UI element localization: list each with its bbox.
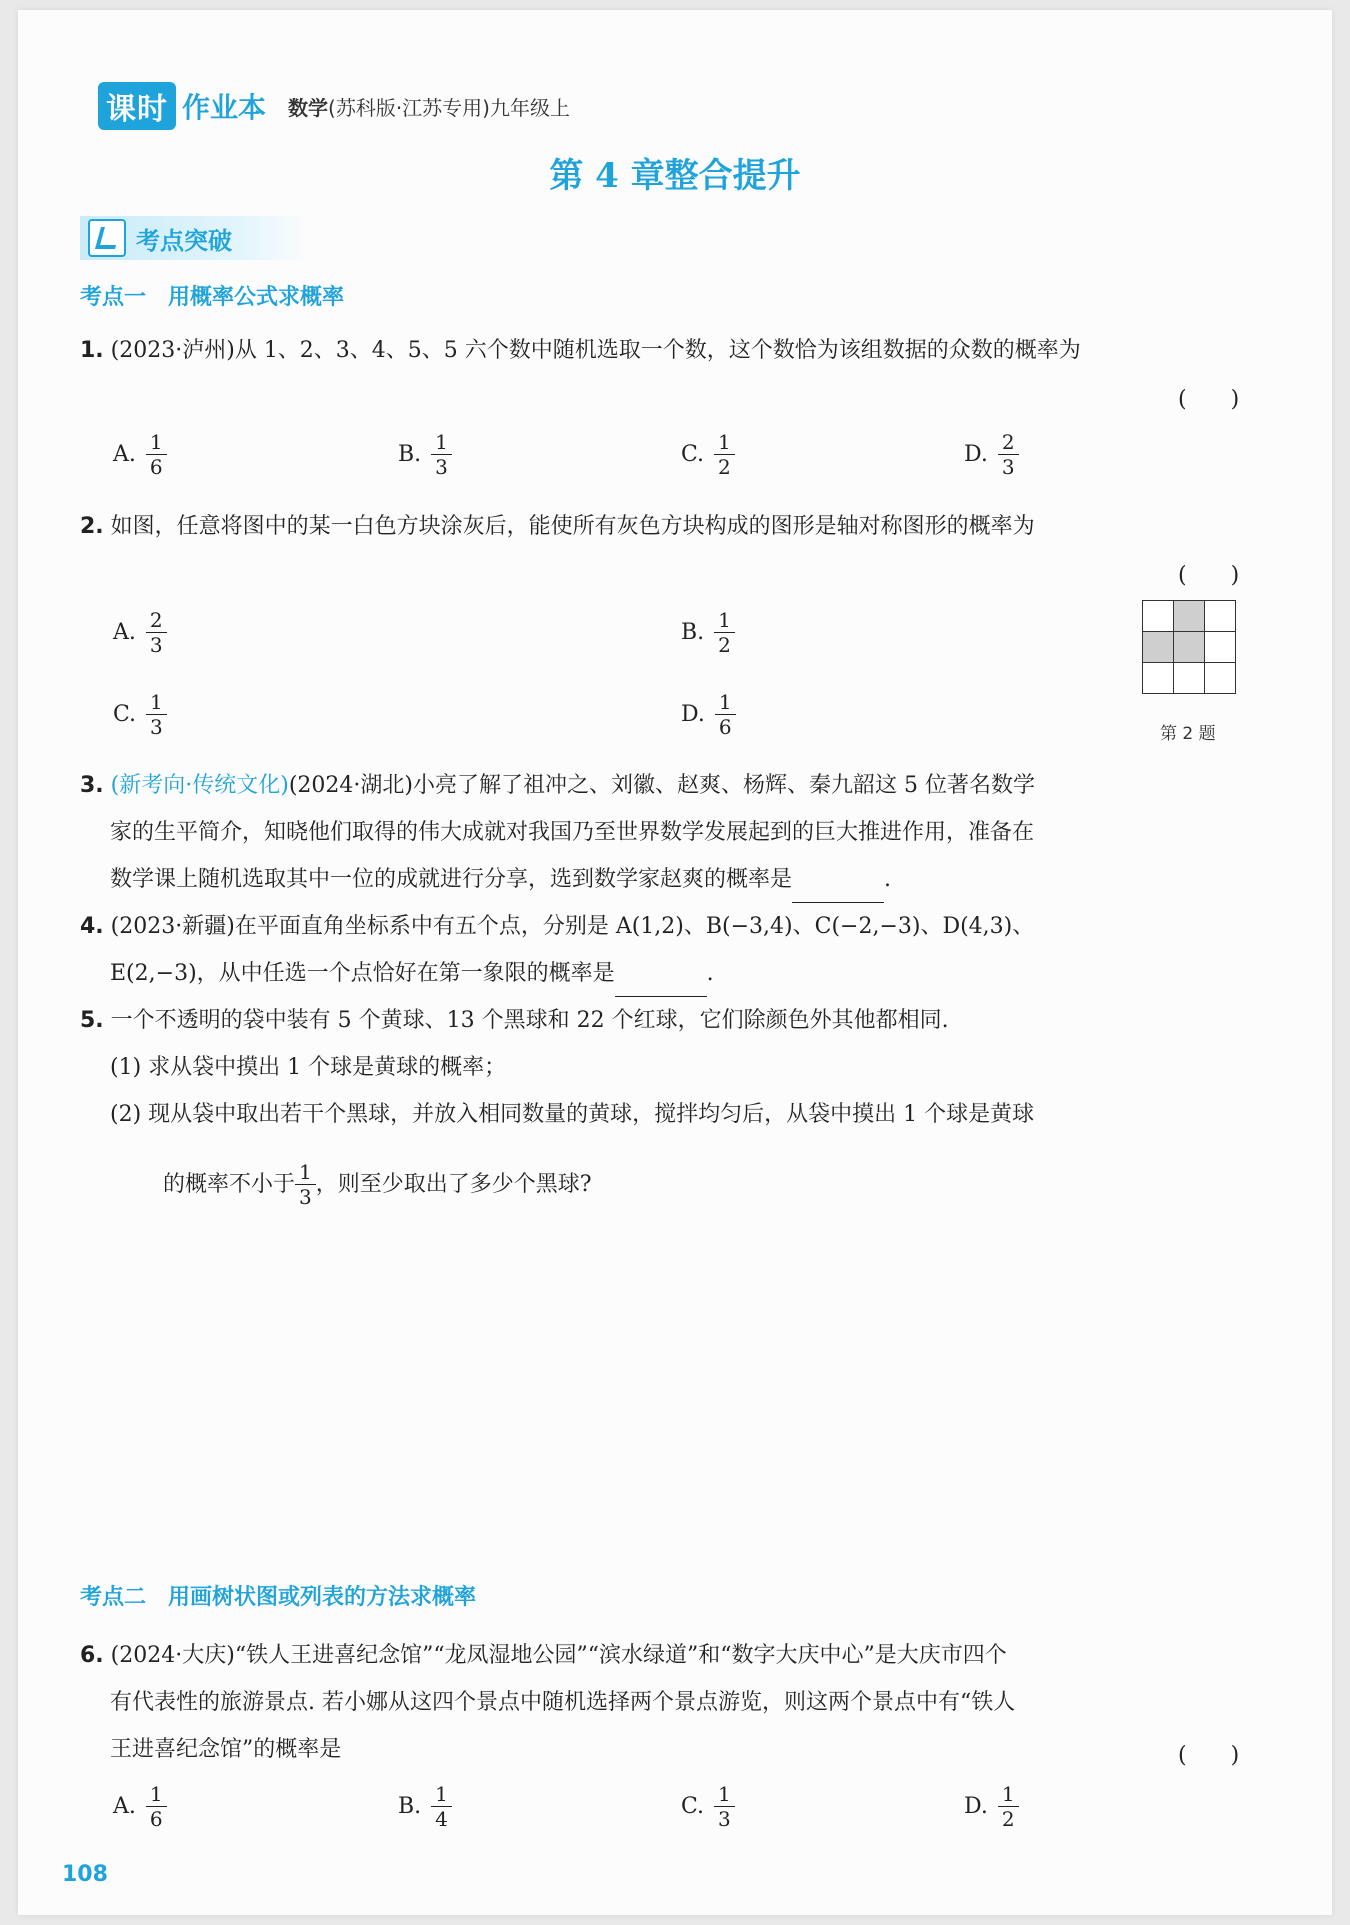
option-a: [113, 1782, 167, 1831]
question-1: [80, 327, 1260, 374]
grid-cell-gray: [1143, 632, 1174, 663]
option-letter: D.: [964, 1794, 988, 1819]
option-letter: B.: [398, 1794, 422, 1819]
option-letter: B.: [398, 442, 422, 467]
grid-cell: [1205, 663, 1236, 694]
option-letter: C.: [681, 442, 705, 467]
period: .: [884, 867, 892, 892]
question-text: 数学课上随机选取其中一位的成就进行分享，选到数学家赵爽的概率是: [110, 867, 793, 892]
question-text: 一个不透明的袋中装有 5 个黄球、13 个黑球和 22 个红球，它们除颜色外其他都相同.: [110, 1008, 949, 1033]
denominator: 3: [149, 633, 163, 657]
option-d: [964, 1782, 1019, 1831]
fraction: [714, 1782, 735, 1831]
denominator: 6: [149, 455, 163, 479]
option-b: [681, 608, 735, 657]
fraction: [998, 1782, 1019, 1831]
option-letter: B.: [681, 620, 705, 645]
question-number: 2.: [80, 514, 104, 539]
series-logo: 课时: [98, 82, 176, 130]
series-name: 作业本: [182, 91, 267, 124]
option-c: [113, 690, 167, 739]
numerator: 1: [146, 690, 167, 715]
option-letter: C.: [681, 1794, 705, 1819]
page: [18, 10, 1332, 1915]
denominator: 6: [718, 715, 732, 739]
grid-cell: [1174, 663, 1205, 694]
chapter-title: 第 4 章整合提升: [549, 156, 801, 196]
question-number: 5.: [80, 1008, 104, 1033]
denominator: 2: [718, 455, 731, 479]
answer-blank[interactable]: [615, 972, 707, 997]
numerator: 1: [715, 690, 736, 715]
grid-cell: [1205, 632, 1236, 663]
grid-figure: [1142, 600, 1236, 694]
question-text: (2024·大庆)“铁人王进喜纪念馆”“龙凤湿地公园”“滨水绿道”和“数字大庆中心”是大庆市四个: [110, 1643, 1007, 1668]
section-label: 考点突破: [136, 226, 232, 255]
grid-cell: [1143, 663, 1174, 694]
question-text: (2023·新疆)在平面直角坐标系中有五个点，分别是 A(1,2)、B(−3,4)、C(−2,−3)、D(4,3)、: [110, 914, 1035, 939]
grid-cell: [1205, 601, 1236, 632]
question-line: [80, 762, 1290, 809]
question-number: 3.: [80, 773, 104, 798]
option-letter: A.: [113, 620, 136, 645]
book-subtitle: [288, 92, 570, 121]
question-text: (2024·湖北)小亮了解了祖冲之、刘徽、赵爽、杨辉、秦九韶这 5 位著名数学: [288, 773, 1035, 798]
edition-label: (苏科版·江苏专用)九年级上: [328, 95, 570, 120]
question-number: 1.: [80, 338, 104, 363]
question-line: [80, 950, 1290, 997]
grid-cell-gray: [1174, 601, 1205, 632]
numerator: 1: [146, 1782, 167, 1807]
question-text: (2023·泸州)从 1、2、3、4、5、5 六个数中随机选取一个数，这个数恰为该组数据的众数的概率为: [110, 338, 1081, 363]
denominator: 3: [299, 1185, 312, 1209]
three-by-three-grid: [1142, 600, 1236, 694]
page-number: 108: [62, 1862, 108, 1887]
option-c: [681, 1782, 735, 1831]
numerator: 1: [146, 430, 167, 455]
denominator: 6: [149, 1807, 163, 1831]
figure-caption: 第 2 题: [1160, 724, 1216, 744]
numerator: 1: [714, 608, 735, 633]
topic-one-heading: 考点一 用概率公式求概率: [80, 285, 345, 310]
denominator: 3: [718, 1807, 731, 1831]
question-tag: (新考向·传统文化): [110, 773, 289, 798]
question-4: [80, 903, 1290, 997]
denominator: 4: [435, 1807, 448, 1831]
fraction: [714, 608, 735, 657]
option-letter: A.: [113, 442, 136, 467]
question-number: 4.: [80, 914, 104, 939]
numerator: 1: [714, 1782, 735, 1807]
fraction: [714, 430, 735, 479]
numerator: 2: [998, 430, 1019, 455]
option-letter: D.: [964, 442, 988, 467]
numerator: 1: [714, 430, 735, 455]
option-a: [113, 430, 167, 479]
fraction: [431, 430, 452, 479]
denominator: 3: [150, 715, 163, 739]
option-d: [964, 430, 1019, 479]
answer-bracket: ( ): [1178, 1743, 1240, 1768]
numerator: 2: [146, 608, 167, 633]
question-line: [80, 856, 1290, 903]
subject-label: 数学: [288, 95, 329, 120]
option-letter: C.: [113, 702, 137, 727]
fraction: [146, 608, 167, 657]
question-line: 家的生平简介，知晓他们取得的伟大成就对我国乃至世界数学发展起到的巨大推进作用，准备在: [110, 820, 1035, 845]
denominator: 2: [1001, 1807, 1015, 1831]
numerator: 1: [295, 1160, 316, 1185]
answer-blank[interactable]: [792, 878, 884, 903]
numerator: 1: [998, 1782, 1019, 1807]
question-line: 有代表性的旅游景点. 若小娜从这四个景点中随机选择两个景点游览，则这两个景点中有“铁人: [110, 1690, 1016, 1715]
denominator: 3: [1001, 455, 1015, 479]
sub-question-2: (2) 现从袋中取出若干个黑球，并放入相同数量的黄球，搅拌均匀后，从袋中摸出 1 个球是黄球: [110, 1102, 1035, 1127]
sub-question-2-cont: [163, 1160, 592, 1209]
option-b: [398, 1782, 452, 1831]
option-letter: A.: [113, 1794, 136, 1819]
fraction: [146, 1782, 167, 1831]
book-header: [98, 82, 570, 130]
denominator: 3: [435, 455, 448, 479]
fraction: [146, 690, 167, 739]
option-b: [398, 430, 452, 479]
question-line: [80, 997, 1290, 1044]
fraction: [295, 1160, 316, 1209]
question-5: [80, 997, 1290, 1138]
running-figure-icon: [88, 219, 126, 257]
fraction: [431, 1782, 452, 1831]
question-line: [80, 903, 1290, 950]
option-d: [681, 690, 736, 739]
grid-cell: [1143, 601, 1174, 632]
question-text: 如图，任意将图中的某一白色方块涂灰后，能使所有灰色方块构成的图形是轴对称图形的概率为: [110, 514, 1035, 539]
grid-cell-gray: [1174, 632, 1205, 663]
section-banner: [80, 216, 310, 260]
numerator: 1: [431, 430, 452, 455]
question-line: 王进喜纪念馆”的概率是: [110, 1737, 342, 1762]
question-2: [80, 503, 1280, 550]
answer-bracket: ( ): [1178, 563, 1240, 588]
fraction: [715, 690, 736, 739]
option-c: [681, 430, 735, 479]
question-6: [80, 1632, 1290, 1773]
period: .: [706, 961, 714, 986]
topic-two-heading: 考点二 用画树状图或列表的方法求概率: [80, 1585, 477, 1610]
question-number: 6.: [80, 1643, 104, 1668]
question-text: ，则至少取出了多少个黑球?: [315, 1172, 592, 1197]
sub-question-1: (1) 求从袋中摸出 1 个球是黄球的概率；: [110, 1055, 507, 1080]
numerator: 1: [431, 1782, 452, 1807]
question-text: 的概率不小于: [163, 1172, 296, 1197]
option-letter: D.: [681, 702, 705, 727]
option-a: [113, 608, 167, 657]
fraction: [146, 430, 167, 479]
fraction: [998, 430, 1019, 479]
question-text: E(2,−3)，从中任选一个点恰好在第一象限的概率是: [110, 961, 615, 986]
denominator: 2: [718, 633, 731, 657]
question-3: [80, 762, 1290, 903]
question-line: [80, 1632, 1290, 1679]
answer-bracket: ( ): [1178, 387, 1240, 412]
